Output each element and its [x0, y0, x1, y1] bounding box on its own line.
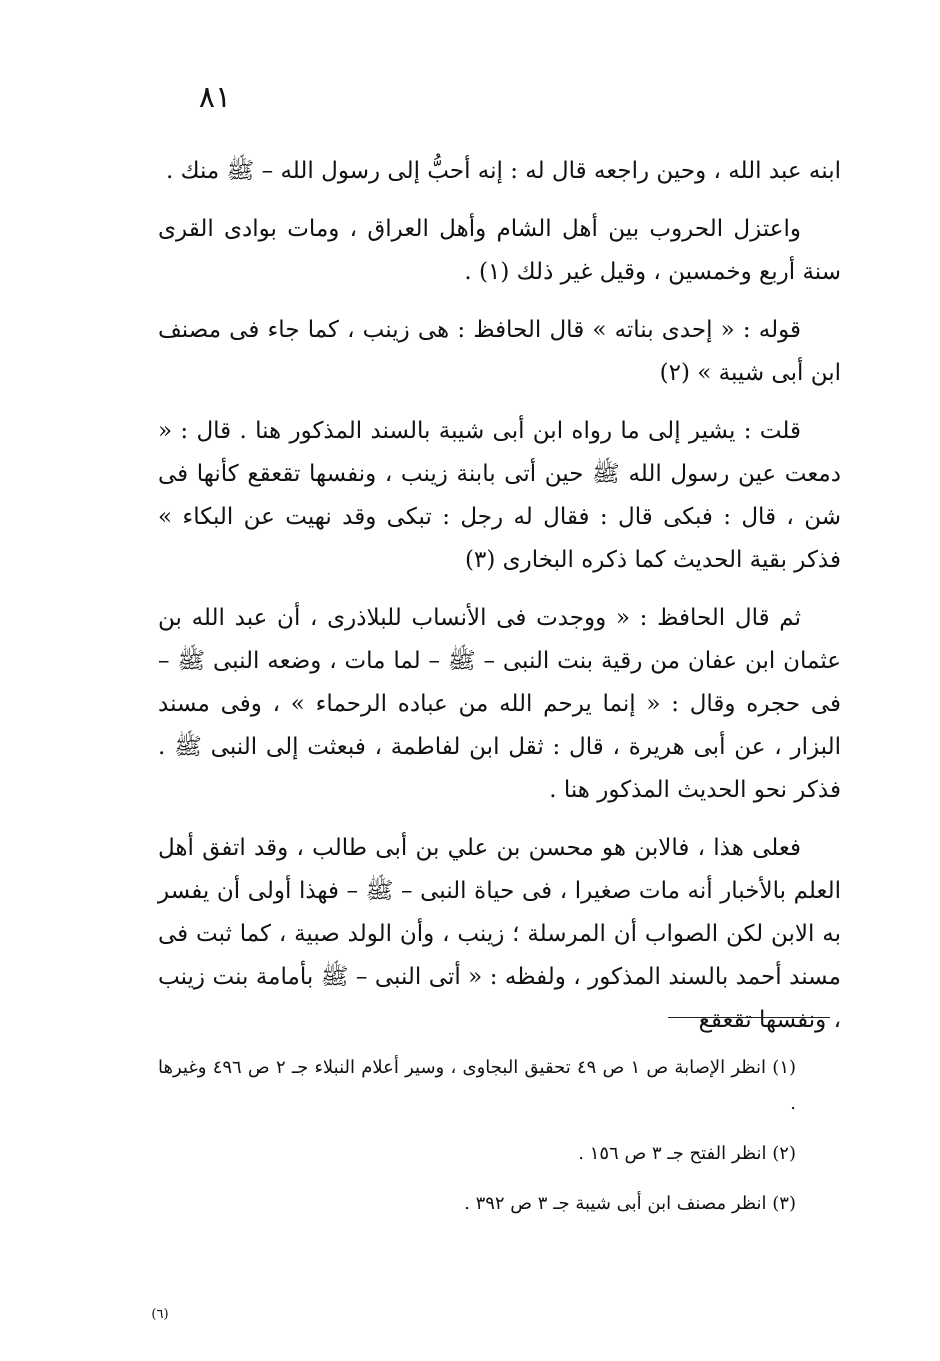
footnote-3: (٣) انظر مصنف ابن أبى شيبة جـ ٣ ص ٣٩٢ .	[464, 1193, 796, 1214]
footnotes	[158, 1050, 841, 1236]
footnote-divider	[668, 1017, 830, 1018]
page-number: ٨١	[198, 80, 232, 115]
paragraph-2: واعتزل الحروب بين أهل الشام وأهل العراق ، ومات بوادى القرى سنة أربع وخمسين ، وقيل غير ذلك (١) .	[158, 216, 841, 285]
paragraph-6: فعلى هذا ، فالابن هو محسن بن علي بن أبى طالب ، وقد اتفق أهل العلم بالأخبار أنه مات صغيرا ، فى حياة النبى – ﷺ – فهذا أولى أن يفسر به الابن لكن الصواب أن المرسلة ؛ زينب ، وأن الولد صبية ، كما ثبت فى مسند أحمد بالسند المذكور ، ولفظه : « أتى النبى – ﷺ بأمامة بنت زينب ، ونفسها تقعقع	[158, 835, 841, 1033]
paragraph-5: ثم قال الحافظ : « ووجدت فى الأنساب للبلاذرى ، أن عبد الله بن عثمان ابن عفان من رقية بنت النبى – ﷺ – لما مات ، وضعه النبى ﷺ – فى حجره وقال : « إنما يرحم الله من عباده الرحماء » ، وفى مسند البزار ، عن أبى هريرة ، قال : ثقل ابن لفاطمة ، فبعثت إلى النبى ﷺ . فذكر نحو الحديث المذكور هنا .	[158, 605, 841, 803]
paragraph-1: ابنه عبد الله ، وحين راجعه قال له : إنه أحبُّ إلى رسول الله – ﷺ منك .	[165, 158, 841, 184]
paragraph-4: قلت : يشير إلى ما رواه ابن أبى شيبة بالسند المذكور هنا . قال : « دمعت عين رسول الله ﷺ حين أتى بابنة زينب ، ونفسها تقعقع كأنها فى شن ، قال : فبكى قال : فقال له رجل : تبكى وقد نهيت عن البكاء » فذكر بقية الحديث كما ذكره البخارى (٣)	[158, 418, 841, 573]
main-text	[158, 150, 841, 1057]
footnote-1: (١) انظر الإصابة ص ١ ص ٤٩ تحقيق البجاوى ، وسير أعلام النبلاء جـ ٢ ص ٤٩٦ وغيرها .	[158, 1057, 797, 1114]
signature-mark: (٦)	[151, 1307, 169, 1322]
footnote-2: (٢) انظر الفتح جـ ٣ ص ١٥٦ .	[578, 1143, 796, 1164]
paragraph-3: قوله : « إحدى بناته » قال الحافظ : هى زينب ، كما جاء فى مصنف ابن أبى شيبة » (٢)	[158, 317, 841, 386]
